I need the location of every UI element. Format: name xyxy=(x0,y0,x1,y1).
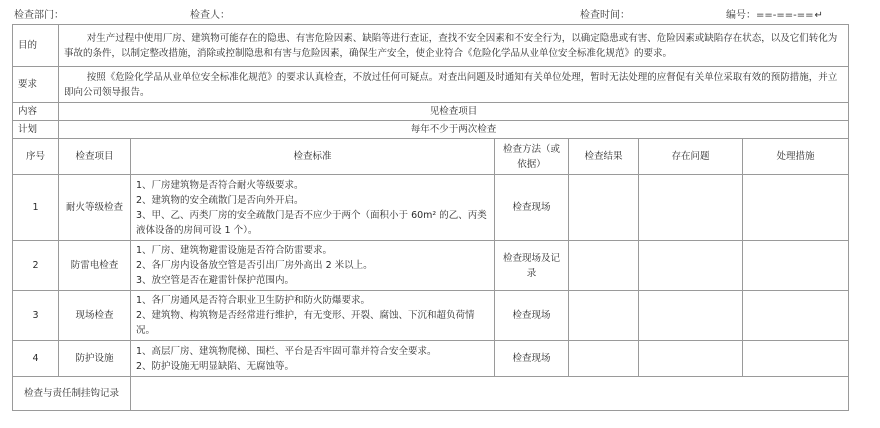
col-header-standard: 检查标准 xyxy=(131,139,495,175)
footer-record-cell[interactable] xyxy=(131,377,849,411)
row-result-cell[interactable] xyxy=(569,241,639,291)
inspector-label: 检查人： xyxy=(190,10,230,21)
content-row xyxy=(13,103,849,121)
inspection-form-table xyxy=(12,24,849,411)
row-item: 防护设施 xyxy=(59,341,131,377)
col-header-method: 检查方法（或依据） xyxy=(495,139,569,175)
plan-row xyxy=(13,121,849,139)
plan-value: 每年不少于两次检查 xyxy=(59,121,849,139)
requirement-text: 按照《危险化学品从业单位安全标准化规范》的要求认真检查，不放过任何可疑点。对查出问题及时通知有关单位处理，暂时无法处理的应督促有关单位采取有效的预防措施，并立即向公司领导报告。 xyxy=(59,67,849,103)
standard-line: 1、高层厂房、建筑物爬梯、围栏、平台是否牢固可靠并符合安全要求。 xyxy=(136,345,437,357)
row-no: 1 xyxy=(13,175,59,241)
col-header-measure: 处理措施 xyxy=(743,139,849,175)
footer-row xyxy=(13,377,849,411)
inspection-time-label: 检查时间： xyxy=(580,10,630,21)
inspection-dept-label: 检查部门： xyxy=(14,10,64,21)
table-row xyxy=(13,291,849,341)
standard-line: 1、厂房、建筑物避雷设施是否符合防雷要求。 xyxy=(136,245,333,256)
row-measure-cell[interactable] xyxy=(743,175,849,241)
row-measure-cell[interactable] xyxy=(743,341,849,377)
standard-line: 1、各厂房通风是否符合职业卫生防护和防火防爆要求。 xyxy=(136,295,371,306)
row-method: 检查现场及记录 xyxy=(495,241,569,291)
row-problem-cell[interactable] xyxy=(639,241,743,291)
standard-line: 1、厂房建筑物是否符合耐火等级要求。 xyxy=(136,179,304,191)
row-method: 检查现场 xyxy=(495,175,569,241)
row-problem-cell[interactable] xyxy=(639,341,743,377)
standard-line: 2、建筑物、构筑物是否经常进行维护，有无变形、开裂、腐蚀、下沉和超负荷情况。 xyxy=(136,310,475,336)
row-standards xyxy=(131,291,495,341)
table-row xyxy=(13,241,849,291)
row-measure-cell[interactable] xyxy=(743,291,849,341)
form-header xyxy=(0,0,880,24)
row-result-cell[interactable] xyxy=(569,341,639,377)
col-header-problem: 存在问题 xyxy=(639,139,743,175)
row-no: 3 xyxy=(13,291,59,341)
row-no: 2 xyxy=(13,241,59,291)
col-header-no: 序号 xyxy=(13,139,59,175)
standard-line: 2、建筑物的安全疏散门是否向外开启。 xyxy=(136,194,304,206)
purpose-label: 目的 xyxy=(13,25,59,67)
footer-label: 检查与责任制挂钩记录 xyxy=(13,377,131,411)
row-result-cell[interactable] xyxy=(569,175,639,241)
row-standards xyxy=(131,341,495,377)
row-measure-cell[interactable] xyxy=(743,241,849,291)
purpose-text: 对生产过程中使用厂房、建筑物可能存在的隐患、有害危险因素、缺陷等进行查证，查找不安全因素和不安全行为，以确定隐患或有害、危险因素或缺陷存在状态，以及它们转化为事故的条件，以制定整改措施，消除或控制隐患和有害与危险因素，确保生产安全，使企业符合《危险化学品从业单位安全标准化规范》的要求。 xyxy=(59,25,849,67)
row-standards xyxy=(131,175,495,241)
purpose-row xyxy=(13,25,849,67)
row-item: 耐火等级检查 xyxy=(59,175,131,241)
row-method: 检查现场 xyxy=(495,291,569,341)
row-standards xyxy=(131,241,495,291)
standard-line: 3、甲、乙、丙类厂房的安全疏散门是否不应少于两个（面积小于 60m² 的乙、丙类液体设备的房间可设 1 个）。 xyxy=(136,209,487,236)
plan-label: 计划 xyxy=(13,121,59,139)
table-row xyxy=(13,175,849,241)
column-header-row xyxy=(13,139,849,175)
row-problem-cell[interactable] xyxy=(639,291,743,341)
content-value: 见检查项目 xyxy=(59,103,849,121)
standard-line: 2、各厂房内设备放空管是否引出厂房外高出 2 米以上。 xyxy=(136,260,373,271)
col-header-item: 检查项目 xyxy=(59,139,131,175)
row-result-cell[interactable] xyxy=(569,291,639,341)
table-row xyxy=(13,341,849,377)
content-label: 内容 xyxy=(13,103,59,121)
row-no: 4 xyxy=(13,341,59,377)
row-item: 现场检查 xyxy=(59,291,131,341)
row-problem-cell[interactable] xyxy=(639,175,743,241)
requirement-label: 要求 xyxy=(13,67,59,103)
form-number: 编号：==-==-==↵ xyxy=(726,10,823,21)
requirement-row xyxy=(13,67,849,103)
standard-line: 2、防护设施无明显缺陷、无腐蚀等。 xyxy=(136,360,295,372)
row-method: 检查现场 xyxy=(495,341,569,377)
row-item: 防雷电检查 xyxy=(59,241,131,291)
standard-line: 3、放空管是否在避雷针保护范围内。 xyxy=(136,275,295,286)
col-header-result: 检查结果 xyxy=(569,139,639,175)
